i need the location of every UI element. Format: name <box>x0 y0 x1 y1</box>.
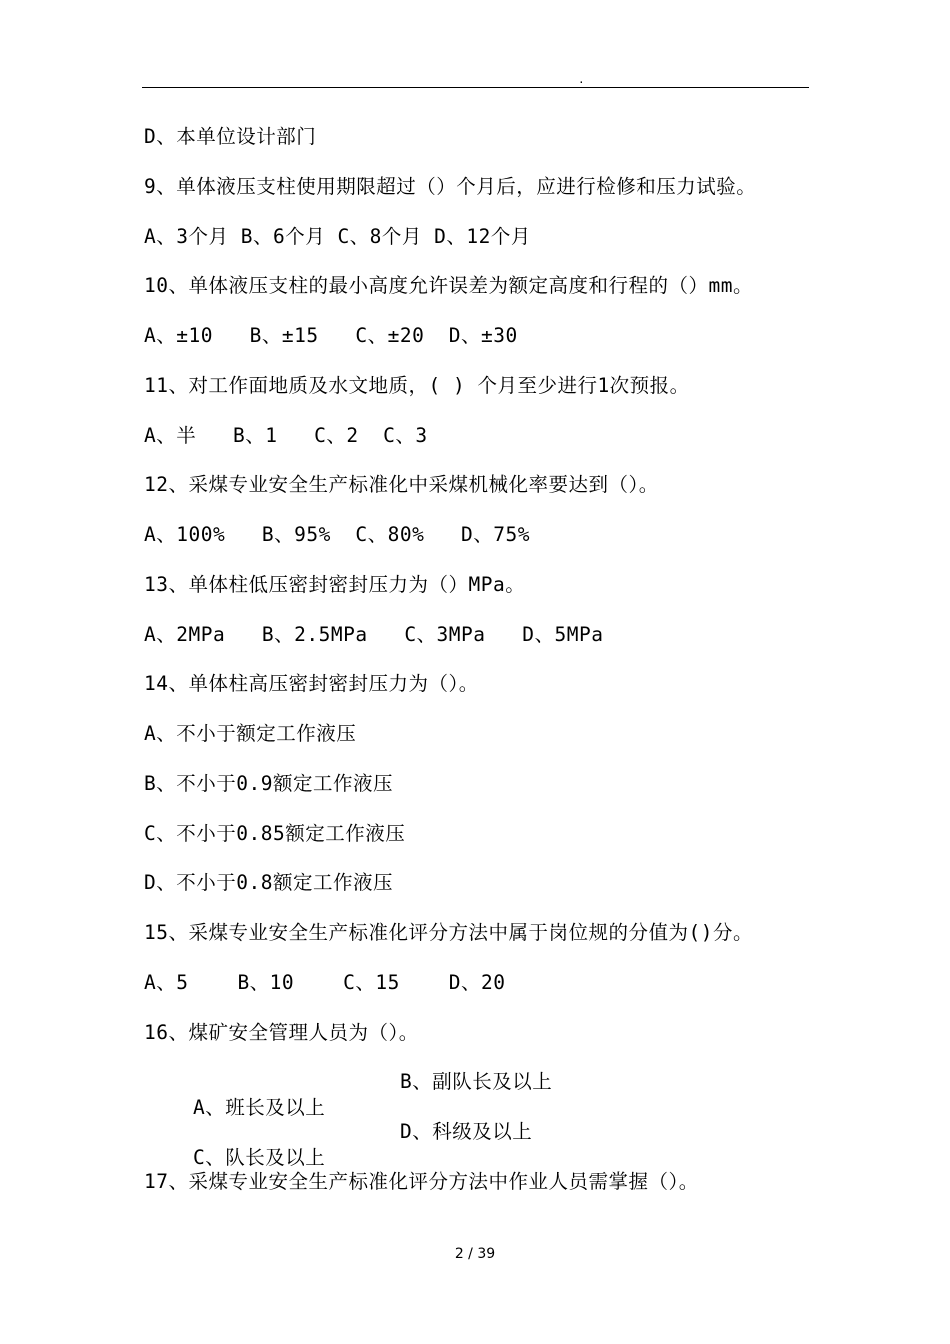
options-15: A、5 B、10 C、15 D、20 <box>144 971 506 994</box>
question-9: 9、单体液压支柱使用期限超过（）个月后，应进行检修和压力试验。 <box>144 175 757 198</box>
question-17: 17、采煤专业安全生产标准化评分方法中作业人员需掌握（）。 <box>144 1170 699 1193</box>
question-12: 12、采煤专业安全生产标准化中采煤机械化率要达到（）。 <box>144 473 659 496</box>
text-line: D、本单位设计部门 <box>144 125 317 148</box>
options-12: A、100% B、95% C、80% D、75% <box>144 523 530 546</box>
option-16-d: D、科级及以上 <box>400 1120 533 1143</box>
option-16-a: A、班长及以上 <box>192 1096 326 1119</box>
options-10: A、±10 B、±15 C、±20 D、±30 <box>144 324 518 347</box>
header-mark: . <box>578 73 585 86</box>
options-9: A、3个月 B、6个月 C、8个月 D、12个月 <box>144 225 531 248</box>
question-11: 11、对工作面地质及水文地质，( ) 个月至少进行1次预报。 <box>144 374 690 397</box>
option-14-a: A、不小于额定工作液压 <box>144 722 357 745</box>
option-14-b: B、不小于0.9额定工作液压 <box>144 772 393 795</box>
option-14-d: D、不小于0.8额定工作液压 <box>144 871 393 894</box>
question-10: 10、单体液压支柱的最小高度允许误差为额定高度和行程的（）mm。 <box>144 274 753 297</box>
options-13: A、2MPa B、2.5MPa C、3MPa D、5MPa <box>144 623 604 646</box>
question-15: 15、采煤专业安全生产标准化评分方法中属于岗位规的分值为()分。 <box>144 921 753 944</box>
header-rule <box>142 87 809 88</box>
question-14: 14、单体柱高压密封密封压力为（）。 <box>144 672 479 695</box>
question-16: 16、煤矿安全管理人员为（）。 <box>144 1021 419 1044</box>
option-16-b: B、副队长及以上 <box>400 1070 553 1093</box>
question-13: 13、单体柱低压密封密封压力为（）MPa。 <box>144 573 526 596</box>
option-16-c: C、队长及以上 <box>192 1146 326 1169</box>
page-number: 2 / 39 <box>454 1246 496 1262</box>
options-11: A、半 B、1 C、2 C、3 <box>144 424 428 447</box>
option-14-c: C、不小于0.85额定工作液压 <box>144 822 406 845</box>
